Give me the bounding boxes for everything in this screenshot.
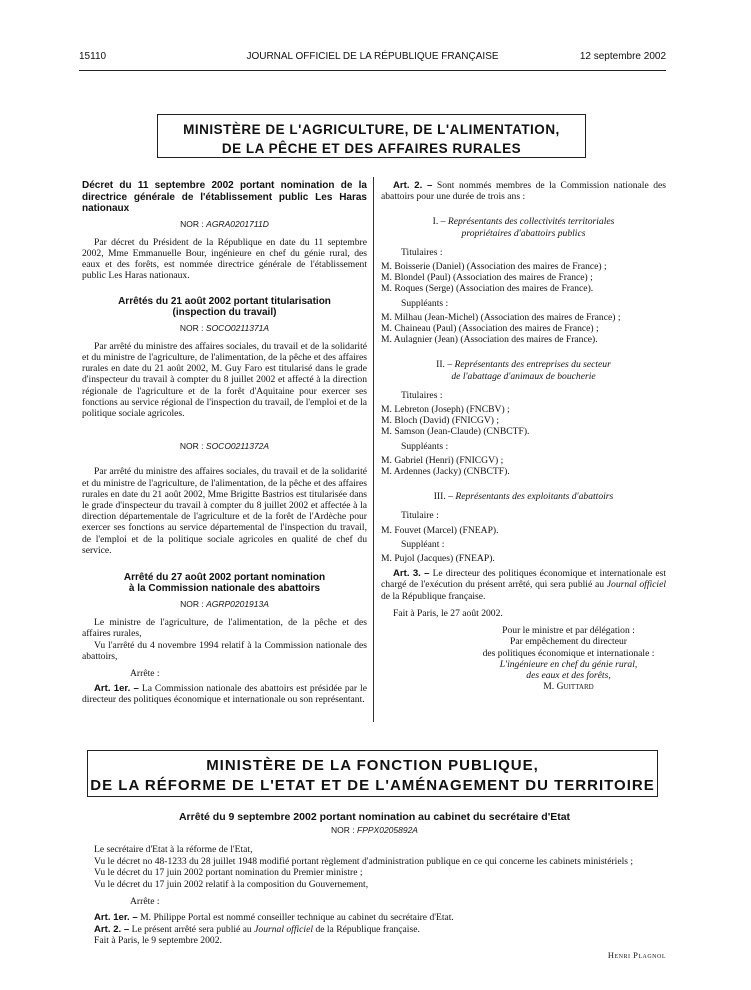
- member-titulaire: M. Roques (Serge) (Association des maires de France).: [381, 283, 594, 295]
- article-text-end: de la République française.: [381, 590, 486, 602]
- member-titulaire: M. Bloch (David) (FNICGV) ;: [381, 415, 500, 427]
- member-section: [381, 491, 666, 564]
- arrete-label: Arrête :: [130, 896, 160, 908]
- article-3: [381, 568, 666, 602]
- member-section: [381, 359, 666, 477]
- right-column: [381, 180, 666, 692]
- titulaires-label: Titulaire :: [401, 510, 439, 522]
- signature-line-4: L'ingénieure en chef du génie rural,: [499, 658, 638, 670]
- titularisation-title-line-2: (inspection du travail): [172, 307, 277, 319]
- signature-line-1: Pour le ministre et par délégation :: [502, 625, 635, 637]
- section-heading-text: Représentants des collectivités territoriales: [447, 216, 615, 228]
- signature-line-5: des eaux et des forêts,: [526, 669, 611, 681]
- bottom-arrete-nor: [82, 825, 667, 837]
- article-text: M. Philippe Portal est nommé conseiller technique au cabinet du secrétaire d'Etat.: [140, 912, 454, 924]
- page-header: [79, 51, 666, 65]
- section-number: III. –: [433, 491, 453, 503]
- titularisation-title: [82, 296, 367, 319]
- journal-title: JOURNAL OFFICIEL DE LA RÉPUBLIQUE FRANÇAISE: [246, 51, 499, 62]
- nor-code: SOCO0211372A: [205, 441, 270, 452]
- member-suppleant: M. Chaineau (Paul) (Association des maires de France) ;: [381, 323, 599, 335]
- left-column: [82, 180, 367, 706]
- member-titulaire: M. Boisserie (Daniel) (Association des maires de France) ;: [381, 261, 607, 273]
- ministry-line-1: MINISTÈRE DE L'AGRICULTURE, DE L'ALIMENTATION,: [183, 122, 560, 137]
- section-heading-line-2: de l'abattage d'animaux de boucherie: [451, 370, 596, 382]
- member-suppleant: M. Aulagnier (Jean) (Association des maires de France).: [381, 334, 598, 346]
- bottom-arrete: [82, 812, 667, 947]
- section-heading-text: Représentants des entreprises du secteur: [454, 359, 611, 371]
- section-heading: [381, 359, 666, 381]
- article-text: La Commission nationale des abattoirs est présidée par le directeur des politiques économique et internationale ou son représentant.: [82, 683, 367, 706]
- commission-title: [82, 572, 367, 595]
- suppleants-label: Suppléant :: [401, 538, 445, 550]
- article-text: Le directeur des politiques économique et internationale est chargé de l'exécution du présent arrêté, qui sera publié au: [381, 568, 666, 591]
- journal-officiel-ref: Journal officiel: [606, 579, 667, 591]
- section-heading-line-1: [381, 491, 666, 502]
- commission-article-1: [82, 683, 367, 705]
- titulaires-label: Titulaires :: [401, 389, 443, 401]
- column-divider: [373, 177, 374, 722]
- bottom-arrete-title: Arrêté du 9 septembre 2002 portant nomination au cabinet du secrétaire d'Etat: [178, 811, 571, 823]
- article-label: Art. 1er. –: [94, 683, 139, 695]
- member-titulaire: M. Samson (Jean-Claude) (CNBCTF).: [381, 426, 530, 438]
- bottom-signatory-name: Henri Plagnol: [607, 950, 666, 960]
- article-label: Art. 1er. –: [94, 912, 138, 924]
- member-suppleant: M. Ardennes (Jacky) (CNBCTF).: [381, 466, 510, 478]
- titulaires-label: Titulaires :: [401, 246, 443, 258]
- nor-label: NOR :: [331, 824, 355, 835]
- ministry-line-1: MINISTÈRE DE LA FONCTION PUBLIQUE,: [206, 757, 539, 774]
- signature-block: [381, 625, 666, 692]
- suppleants-label: Suppléants :: [401, 440, 449, 452]
- section-heading-line-1: [381, 216, 666, 227]
- decret-nor: [82, 219, 367, 230]
- header-rule: [79, 70, 666, 71]
- ministry-heading-agriculture: [157, 114, 586, 158]
- member-sections: [381, 216, 666, 564]
- article-2: [381, 180, 666, 202]
- suppleants-label: Suppléants :: [401, 297, 449, 309]
- ministry-line-2: DE LA RÉFORME DE L'ETAT ET DE L'AMÉNAGEMENT DU TERRITOIRE: [90, 777, 655, 794]
- titularisation-nor-1: [82, 323, 367, 334]
- commission-title-line-1: Arrêté du 27 août 2002 portant nomination: [123, 571, 326, 583]
- nor-label: NOR :: [179, 441, 204, 452]
- section-number: II. –: [436, 359, 453, 371]
- article-label: Art. 2. –: [393, 180, 433, 191]
- decret-title: Décret du 11 septembre 2002 portant nomination de la directrice générale de l'établissement public Les Haras nationaux: [82, 180, 367, 214]
- signature-line-2: Par empêchement du directeur: [510, 636, 627, 648]
- section-number: I. –: [432, 216, 446, 228]
- nor-label: NOR :: [179, 322, 204, 333]
- member-section: [381, 216, 666, 345]
- bottom-article-1: [82, 912, 667, 924]
- bottom-line-1: Le secrétaire d'Etat à la réforme de l'Etat,: [94, 844, 253, 856]
- bottom-line-3: Vu le décret du 17 juin 2002 portant nomination du Premier ministre ;: [94, 867, 363, 879]
- article-text: Le présent arrêté sera publié au: [131, 923, 252, 935]
- member-suppleant: M. Milhau (Jean-Michel) (Association des maires de France) ;: [381, 311, 621, 323]
- nor-code: AGRA0201711D: [206, 218, 269, 229]
- section-heading: [381, 491, 666, 502]
- member-suppleant: M. Pujol (Jacques) (FNEAP).: [381, 553, 495, 565]
- nor-code: SOCO0211371A: [205, 322, 270, 333]
- ministry-heading-fonction-publique: [87, 750, 658, 797]
- commission-preamble-2: Vu l'arrêté du 4 novembre 1994 relatif à la Commission nationale des abattoirs,: [82, 639, 367, 662]
- commission-preamble-1: Le ministre de l'agriculture, de l'alimentation, de la pêche et des affaires rurales,: [82, 617, 367, 640]
- titularisation-nor-2: [82, 441, 367, 452]
- titularisation-body-1: Par arrêté du ministre des affaires sociales, du travail et de la solidarité et du ministre de l'agriculture, de l'alimentation, de la pêche et des affaires rurales en date du 21 août 2002, M. Guy Faro est titularisé dans le grade d'inspecteur du travail à compter du 8 juillet 2002 et affecté à la direction régionale de l'agriculture et de la forêt d'Aquitaine pour exercer ses fonctions au service régional de l'inspection du travail, de l'emploi et de la politique sociale agricoles.: [82, 340, 367, 419]
- article-text-end: de la République française.: [315, 923, 420, 935]
- section-heading-text: Représentants des exploitants d'abattoirs: [455, 491, 614, 503]
- bottom-line-4: Vu le décret du 17 juin 2002 relatif à la composition du Gouvernement,: [94, 878, 369, 890]
- member-titulaire: M. Blondel (Paul) (Association des maires de France) ;: [381, 272, 593, 284]
- member-titulaire: M. Fouvet (Marcel) (FNEAP).: [381, 524, 499, 536]
- nor-label: NOR :: [180, 598, 204, 609]
- ministry-line-2: DE LA PÊCHE ET DES AFFAIRES RURALES: [221, 141, 522, 156]
- section-heading: [381, 216, 666, 238]
- commission-nor: [82, 599, 367, 610]
- fait-a-paris: Fait à Paris, le 27 août 2002.: [393, 607, 503, 619]
- article-label: Art. 2. –: [94, 923, 130, 935]
- article-label: Art. 3. –: [393, 568, 430, 580]
- issue-date: 12 septembre 2002: [579, 51, 666, 62]
- titularisation-body-2: Par arrêté du ministre des affaires sociales, du travail et de la solidarité et du ministre de l'agriculture, de l'alimentation, de la pêche et des affaires rurales en date du 21 août 2002, Mme Brigitte Bastrios est titularisée dans le grade d'inspecteur du travail à compter du 8 juillet 2002 et affectée à la direction départementale de l'agriculture et de la forêt de l'Ardèche pour exercer ses fonctions au service départemental de l'inspection du travail, de l'emploi et de la politique sociale agricoles en qualité de chef du service.: [82, 466, 367, 556]
- bottom-line-2: Vu le décret no 48-1233 du 28 juillet 1948 modifié portant règlement d'administration publique en ce qui concerne les cabinets ministériels ;: [94, 855, 634, 867]
- nor-code: FPPX0205892A: [357, 824, 418, 835]
- signatory-name: M. Guittard: [543, 681, 594, 693]
- bottom-fait-a-paris: Fait à Paris, le 9 septembre 2002.: [94, 935, 222, 947]
- section-heading-line-2: propriétaires d'abattoirs publics: [461, 227, 586, 239]
- bottom-article-2: [82, 924, 667, 936]
- nor-code: AGRP0201913A: [206, 598, 269, 609]
- decret-body: Par décret du Président de la République en date du 11 septembre 2002, Mme Emmanuelle Bour, ingénieure en chef du génie rural, des eaux et des forêts, est nommée directrice générale de l'établissement public Les Haras nationaux.: [82, 236, 367, 282]
- member-suppleant: M. Gabriel (Henri) (FNICGV) ;: [381, 454, 504, 466]
- nor-label: NOR :: [180, 218, 204, 229]
- signature-line-3: des politiques économique et internationale :: [482, 647, 655, 659]
- section-heading-line-1: [381, 359, 666, 370]
- arrete-label: Arrête :: [130, 667, 160, 679]
- article-text: Sont nommés membres de la Commission nationale des abattoirs pour une durée de trois ans :: [381, 180, 666, 203]
- member-titulaire: M. Lebreton (Joseph) (FNCBV) ;: [381, 404, 510, 416]
- page-number: 15110: [79, 51, 107, 62]
- journal-officiel-ref: Journal officiel: [254, 923, 314, 935]
- commission-title-line-2: à la Commission nationale des abattoirs: [128, 583, 321, 595]
- titularisation-title-line-1: Arrêtés du 21 août 2002 portant titularisation: [118, 295, 331, 307]
